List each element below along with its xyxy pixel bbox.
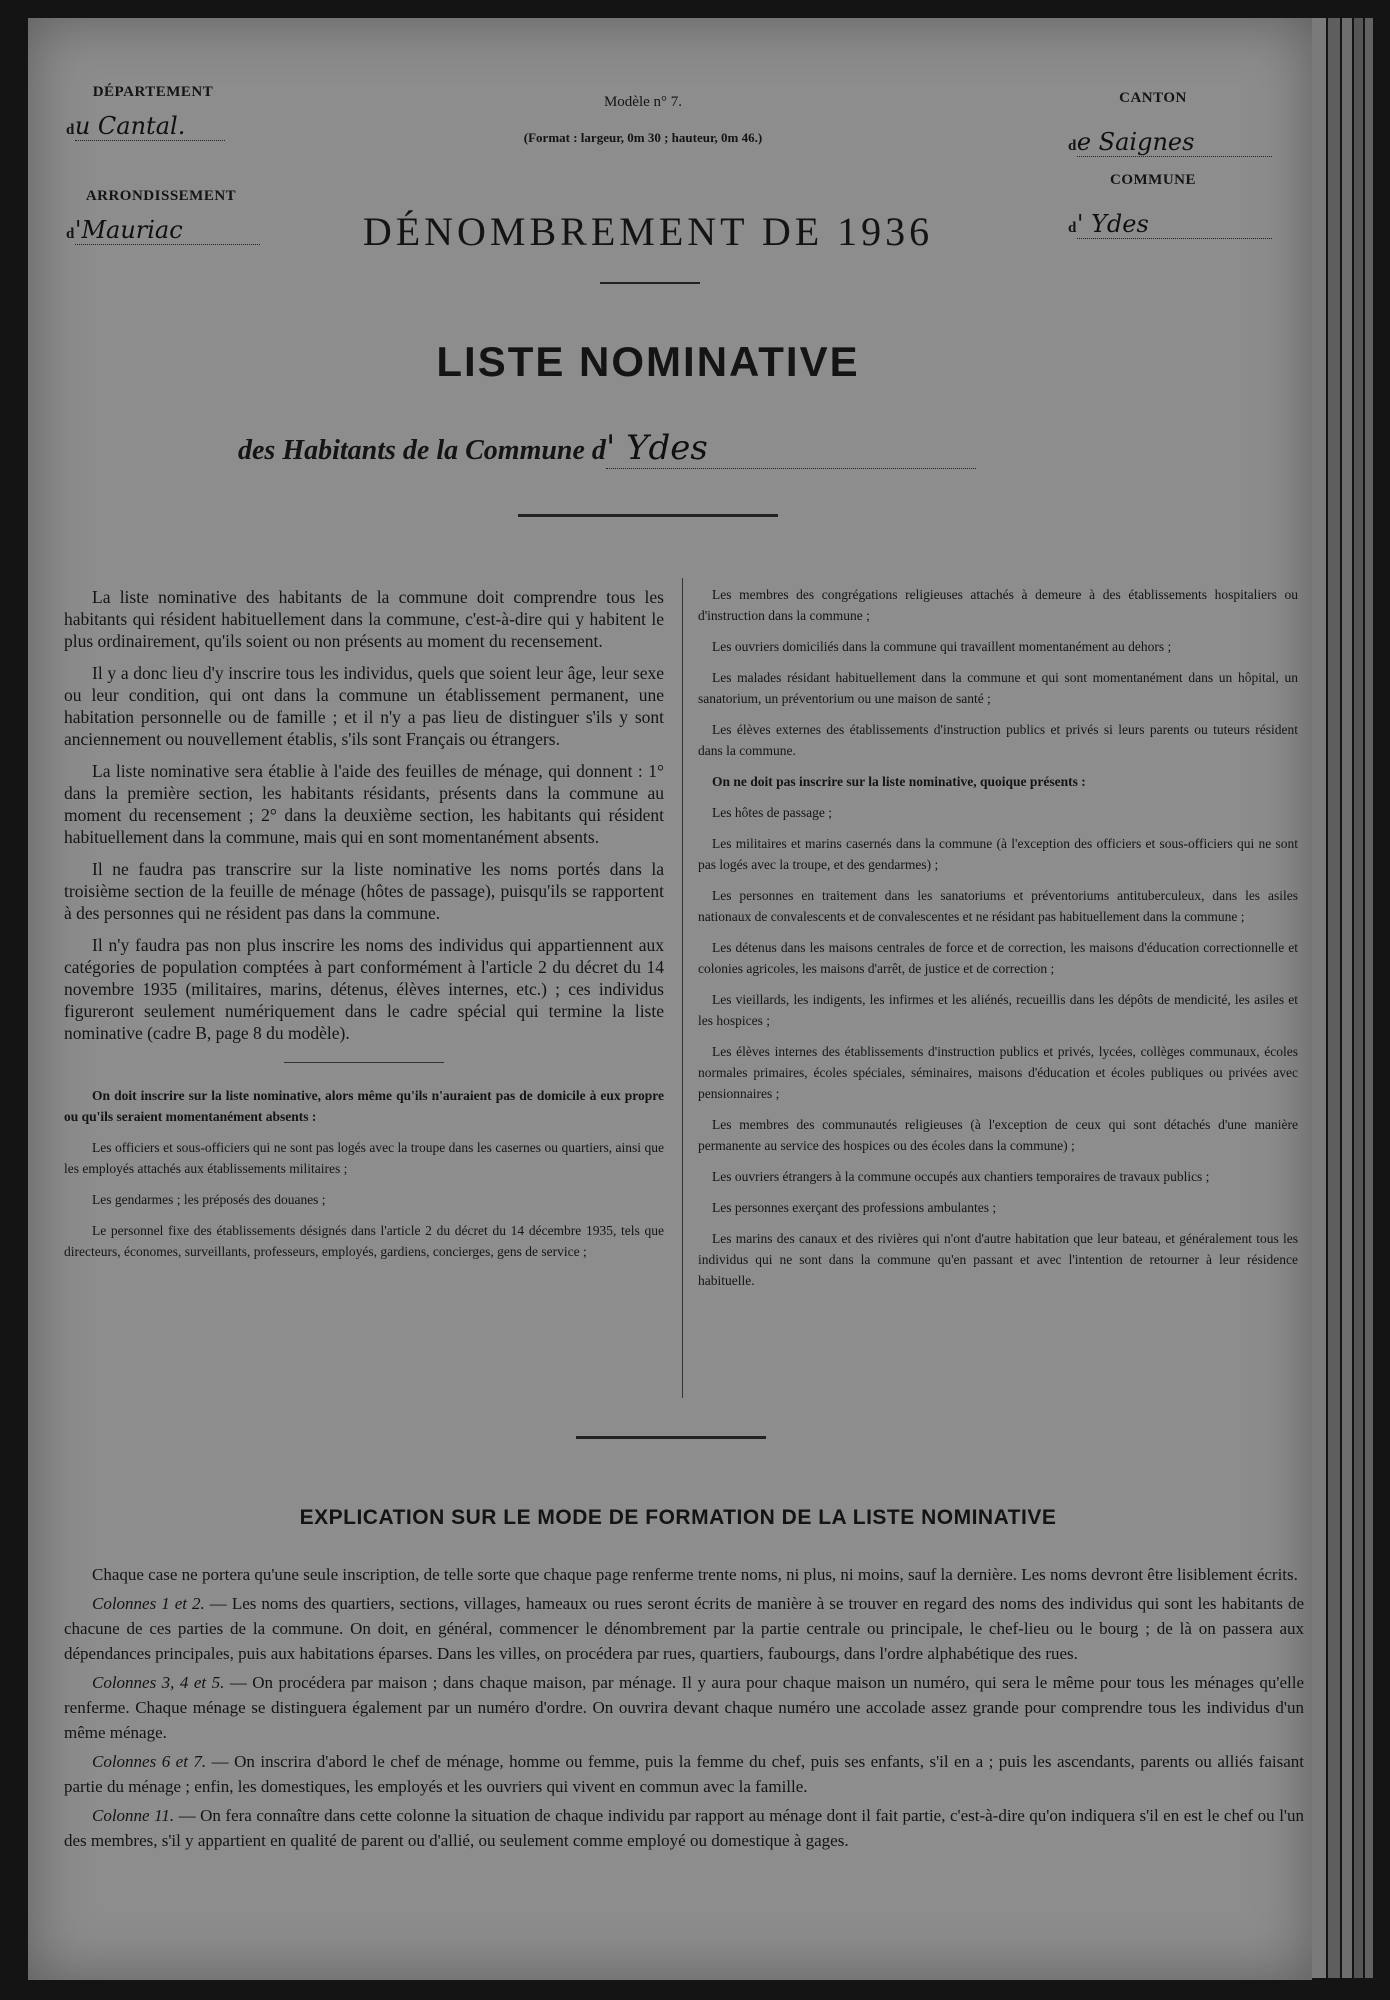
departement-field bbox=[66, 112, 231, 141]
ornament-divider bbox=[518, 514, 778, 517]
right-item: Les ouvriers domiciliés dans la commune qui travaillent momentanément au dehors ; bbox=[712, 639, 1172, 654]
modele-number: Modèle n° 7. bbox=[603, 94, 683, 110]
right-item: Les détenus dans les maisons centrales de force et de correction, les maisons d'éducation correctionnelle et colonies agricoles, les maisons d'arrêt, de justice et de correction ; bbox=[698, 940, 1298, 976]
right-head: On ne doit pas inscrire sur la liste nominative, quoique présents : bbox=[712, 774, 1086, 789]
explication-item-text: — On procédera par maison ; dans chaque maison, par ménage. Il y aura pour chaque maison un numéro, qui sera le même pour tous les ménages qu'elle renferme. Chaque ménage se distinguera également par un numéro d'ordre. On ouvrira devant chaque numéro une accolade assez grande pour comprendre tous les individus d'un même ménage. bbox=[64, 1673, 1304, 1742]
right-item: Les élèves internes des établissements d'instruction publics et privés, lycées, collèges communaux, écoles normales primaires, écoles spéciales, séminaires, maisons d'éducation et écoles publiques ou privées avec pensionnaires ; bbox=[698, 1044, 1298, 1101]
title-rule bbox=[600, 282, 700, 284]
arrondissement-label: ARRONDISSEMENT bbox=[85, 188, 237, 204]
explication-item-label: Colonnes 3, 4 et 5. bbox=[92, 1673, 225, 1692]
ornament-divider bbox=[576, 1436, 766, 1439]
right-item: Les membres des congrégations religieuses attachés à demeure à des établissements hospitaliers ou d'instruction dans la commune ; bbox=[698, 587, 1298, 623]
right-item: Les élèves externes des établissements d'instruction publics et privés si leurs parents ou tuteurs résident dans la commune. bbox=[698, 722, 1298, 758]
section-rule bbox=[284, 1062, 444, 1063]
canton-field bbox=[1068, 128, 1288, 157]
explication-item bbox=[64, 1670, 1304, 1745]
right-item: Les ouvriers étrangers à la commune occupés aux chantiers temporaires de travaux publics ; bbox=[712, 1169, 1210, 1184]
canton-value: e Saignes bbox=[1077, 128, 1272, 157]
explication-item bbox=[64, 1591, 1304, 1666]
column-divider bbox=[682, 578, 683, 1398]
explication-item bbox=[64, 1803, 1304, 1853]
explication-item-text: — On inscrira d'abord le chef de ménage, homme ou femme, puis la femme du chef, puis ses enfants, s'il en a ; puis les ascendants, parents ou alliés faisant partie du ménage ; enfin, les domestiques, les employés et les ouvriers qui vivent en commun avec la famille. bbox=[64, 1752, 1304, 1796]
arrondissement-value: 'Mauriac bbox=[75, 216, 260, 245]
page-title: DÉNOMBREMENT DE 1936 bbox=[362, 209, 934, 254]
left-small-head: On doit inscrire sur la liste nominative, alors même qu'ils n'auraient pas de domicile à eux propre ou qu'ils seraient momentanément absents : bbox=[64, 1088, 664, 1124]
explication-item bbox=[64, 1749, 1304, 1799]
page-edge bbox=[1342, 18, 1352, 1978]
right-item: Les personnes exerçant des professions ambulantes ; bbox=[712, 1200, 997, 1215]
left-small-item: Les officiers et sous-officiers qui ne sont pas logés avec la troupe dans les casernes ou quartiers, ainsi que les employés attachés aux établissements militaires ; bbox=[64, 1140, 664, 1176]
format-note: (Format : largeur, 0m 30 ; hauteur, 0m 46.) bbox=[523, 130, 763, 145]
explication-item-text: — On fera connaître dans cette colonne la situation de chaque individu par rapport au ménage dont il fait partie, c'est-à-dire qu'on indiquera s'il en est le chef ou l'un des membres, s'il y appartient en qualité de parent ou d'allié, ou seulement comme employé ou domestique à gages. bbox=[64, 1806, 1304, 1850]
left-paragraph: La liste nominative sera établie à l'aide des feuilles de ménage, qui donnent : 1° dans la première section, les habitants résidants, présents dans la commune au moment du recensement ; 2° dans la deuxième section, les habitants qui résident habituellement dans la commune, mais qui en sont momentanément absents. bbox=[64, 761, 664, 847]
page-edge bbox=[1354, 18, 1363, 1978]
commune-prefix: d bbox=[1068, 220, 1077, 236]
explication-item-label: Colonnes 1 et 2. bbox=[92, 1594, 205, 1613]
explication-item-label: Colonnes 6 et 7. bbox=[92, 1752, 207, 1771]
explication-title: EXPLICATION SUR LE MODE DE FORMATION DE LA LISTE NOMINATIVE bbox=[299, 1506, 1057, 1529]
commune-value: ' Ydes bbox=[1077, 210, 1272, 239]
departement-prefix: d bbox=[66, 122, 75, 138]
subtitle-line bbox=[238, 428, 1118, 469]
right-item: Les malades résidant habituellement dans la commune et qui sont momentanément dans un hôpital, un sanatorium, un préventorium ou une maison de santé ; bbox=[698, 670, 1298, 706]
right-column bbox=[698, 584, 1298, 1301]
departement-label: DÉPARTEMENT bbox=[92, 84, 214, 100]
commune-field bbox=[1068, 210, 1288, 239]
departement-value: u Cantal. bbox=[75, 112, 225, 141]
left-column bbox=[64, 586, 664, 1272]
explication-item-label: Colonne 11. bbox=[92, 1806, 175, 1825]
left-paragraph: La liste nominative des habitants de la commune doit comprendre tous les habitants qui résident habituellement dans la commune, c'est-à-dire qui y habitent le plus ordinairement, qu'ils soient ou non présents au moment du recensement. bbox=[64, 587, 664, 651]
explication-intro: Chaque case ne portera qu'une seule inscription, de telle sorte que chaque page renferme trente noms, ni plus, ni moins, sauf la dernière. Les noms devront être lisiblement écrits. bbox=[92, 1565, 1298, 1584]
right-item: Les hôtes de passage ; bbox=[712, 805, 832, 820]
subtitle-value: ' Ydes bbox=[606, 428, 976, 469]
canton-prefix: d bbox=[1068, 138, 1077, 154]
right-item: Les personnes en traitement dans les sanatoriums et préventoriums antituberculeux, dans les asiles nationaux de convalescents et de convalescentes et ne résidant pas habituellement dans la commune ; bbox=[698, 888, 1298, 924]
page-edge bbox=[1312, 18, 1326, 1978]
canton-label: CANTON bbox=[1119, 90, 1187, 106]
left-paragraph: Il n'y faudra pas non plus inscrire les noms des individus qui appartiennent aux catégories de population comptées à part conformément à l'article 2 du décret du 14 novembre 1935 (militaires, marins, détenus, élèves internes, etc.) ; ces individus figureront seulement numériquement dans le cadre spécial qui termine la liste nominative (cadre B, page 8 du modèle). bbox=[64, 935, 664, 1043]
list-title: LISTE NOMINATIVE bbox=[436, 338, 860, 385]
arrondissement-prefix: d bbox=[66, 226, 75, 242]
left-small-section bbox=[64, 1085, 664, 1262]
subtitle-prefix: des Habitants de la Commune d bbox=[238, 435, 606, 466]
arrondissement-field bbox=[66, 216, 266, 245]
left-paragraph: Il y a donc lieu d'y inscrire tous les individus, quels que soient leur âge, leur sexe ou leur condition, qui ont dans la commune un établissement permanent, une habitation personnelle ou de famille ; et il n'y a pas lieu de distinguer s'ils y sont anciennement ou nouvellement établis, s'ils sont Français ou étrangers. bbox=[64, 663, 664, 749]
document-page bbox=[28, 18, 1312, 1980]
right-item: Les vieillards, les indigents, les infirmes et les aliénés, recueillis dans les dépôts de mendicité, les asiles et les hospices ; bbox=[698, 992, 1298, 1028]
left-small-item: Le personnel fixe des établissements désignés dans l'article 2 du décret du 14 décembre 1935, tels que directeurs, économes, surveillants, professeurs, employés, gardiens, concierges, gens de service ; bbox=[64, 1223, 664, 1259]
page-edge bbox=[1365, 18, 1373, 1978]
right-item: Les militaires et marins casernés dans la commune (à l'exception des officiers et sous-officiers qui ne sont pas logés avec la troupe, et des gendarmes) ; bbox=[698, 836, 1298, 872]
explication-item-text: — Les noms des quartiers, sections, villages, hameaux ou rues seront écrits de manière à se trouver en regard des noms des individus qui sont les habitants de chacune de ces parties de la commune. On doit, en général, commencer le dénombrement par la partie centrale ou principale, le chef-lieu ou le bourg ; de là on passera aux dépendances principales, puis aux habitations éparses. Dans les villes, on procédera par rues, quartiers, faubourgs, dans l'ordre alphabétique des rues. bbox=[64, 1594, 1304, 1663]
explication-body bbox=[64, 1562, 1304, 1857]
page-edge bbox=[1328, 18, 1340, 1978]
left-paragraph: Il ne faudra pas transcrire sur la liste nominative les noms portés dans la troisième section de la feuille de ménage (hôtes de passage), puisqu'ils se rapportent à des personnes qui ne résident pas dans la commune. bbox=[64, 859, 664, 923]
right-item: Les membres des communautés religieuses (à l'exception de ceux qui sont détachés d'une manière permanente au service des hospices ou des écoles dans la commune) ; bbox=[698, 1117, 1298, 1153]
commune-label: COMMUNE bbox=[1110, 172, 1196, 188]
right-item: Les marins des canaux et des rivières qui n'ont d'autre habitation que leur bateau, et généralement tous les individus qui ne sont dans la commune qu'en passant et avec l'intention de retourner à leur résidence habituelle. bbox=[698, 1231, 1298, 1288]
left-small-item: Les gendarmes ; les préposés des douanes ; bbox=[92, 1192, 326, 1207]
